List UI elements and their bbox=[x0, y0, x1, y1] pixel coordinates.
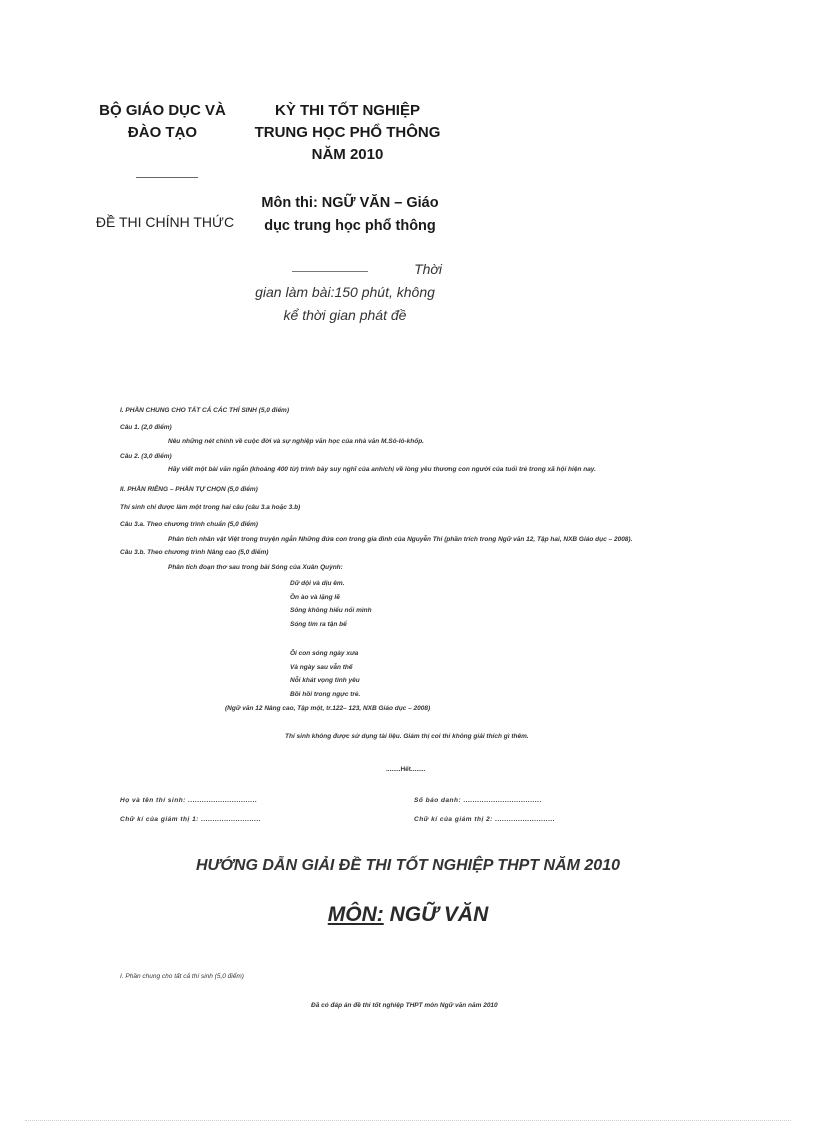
subject-line bbox=[250, 192, 450, 238]
exam-title-line-3: NĂM 2010 bbox=[311, 146, 384, 163]
q3a-label: Câu 3.a. Theo chương trình chuẩn (5,0 điểm) bbox=[120, 521, 258, 528]
poem-stanza-2 bbox=[290, 647, 360, 701]
poem-line: Bồi hồi trong ngực trẻ. bbox=[290, 690, 361, 698]
time-line-3: kể thời gian phát đề bbox=[283, 307, 407, 323]
ministry-line-2: ĐÀO TẠO bbox=[127, 124, 198, 141]
official-exam-label: ĐỀ THI CHÍNH THỨC bbox=[95, 214, 235, 230]
time-limit bbox=[245, 258, 445, 327]
q3a-text: Phân tích nhân vật Việt trong truyện ngắn Những đứa con trong gia đình của Nguyễn Thi (phần trích trong Ngữ văn 12, Tập hai, NXB Giáo dục – 2008). bbox=[168, 536, 633, 543]
time-line-2: gian làm bài:150 phút, không bbox=[255, 284, 435, 300]
poem-stanza-1 bbox=[290, 577, 372, 631]
page-bottom-border bbox=[25, 1120, 791, 1121]
ministry-name bbox=[90, 100, 235, 144]
exam-title-line-2: TRUNG HỌC PHỔ THÔNG bbox=[254, 124, 441, 141]
candidate-name-field: Họ và tên thí sinh: .............................. bbox=[120, 797, 258, 804]
q2-label: Câu 2. (3,0 điểm) bbox=[120, 453, 172, 460]
part1-heading: I. PHẦN CHUNG CHO TẤT CẢ CÁC THÍ SINH (5,0 điểm) bbox=[120, 407, 290, 414]
guide-note: Đã có đáp án đề thi tốt nghiệp THPT môn Ngữ văn năm 2010 bbox=[311, 1002, 498, 1009]
proctor-2-signature: Chữ kí của giám thị 2: .......................... bbox=[414, 816, 556, 823]
exam-title-line-1: KỲ THI TỐT NGHIỆP bbox=[274, 102, 420, 119]
poem-line: Và ngày sau vẫn thế bbox=[290, 663, 353, 671]
guide-subject-value: NGỮ VĂN bbox=[383, 903, 489, 926]
divider-left bbox=[136, 177, 198, 178]
q1-label: Câu 1. (2,0 điểm) bbox=[120, 424, 172, 431]
q3b-label: Câu 3.b. Theo chương trình Nâng cao (5,0 điểm) bbox=[120, 549, 269, 556]
citation: (Ngữ văn 12 Nâng cao, Tập một, tr.122– 123, NXB Giáo dục – 2008) bbox=[225, 705, 431, 712]
poem-line: Dữ dội và dịu êm. bbox=[290, 580, 345, 587]
ministry-line-1: BỘ GIÁO DỤC VÀ bbox=[99, 102, 226, 119]
part2-heading: II. PHẦN RIÊNG – PHẦN TỰ CHỌN (5,0 điểm) bbox=[120, 486, 258, 493]
guide-subject bbox=[200, 903, 616, 927]
guide-part1: I. Phần chung cho tất cả thí sinh (5,0 điểm) bbox=[120, 973, 244, 980]
q2-text: Hãy viết một bài văn ngắn (khoảng 400 từ) trình bày suy nghĩ của anh/chị về lòng yêu thương con người của tuổi trẻ trong xã hội hiện nay. bbox=[168, 466, 596, 473]
choice-note: Thí sinh chỉ được làm một trong hai câu (câu 3.a hoặc 3.b) bbox=[120, 504, 301, 511]
q1-text: Nêu những nét chính về cuộc đời và sự nghiệp văn học của nhà văn M.Sô-lô-khốp. bbox=[168, 438, 424, 445]
poem-line: Ôi con sóng ngày xưa bbox=[290, 650, 359, 657]
proctor-1-signature: Chữ kí của giám thị 1: .......................... bbox=[120, 816, 262, 823]
guide-title: HƯỚNG DẪN GIẢI ĐỀ THI TỐT NGHIỆP THPT NĂM 2010 bbox=[196, 857, 620, 874]
poem-line: Sóng tìm ra tận bể bbox=[290, 620, 347, 628]
poem-line: Ồn ào và lặng lẽ bbox=[290, 593, 340, 601]
poem-line: Nỗi khát vọng tình yêu bbox=[290, 677, 360, 684]
q3b-text: Phân tích đoạn thơ sau trong bài Sóng của Xuân Quỳnh: bbox=[168, 564, 343, 571]
rule-note: Thí sinh không được sử dụng tài liệu. Giám thị coi thi không giải thích gì thêm. bbox=[285, 733, 529, 740]
exam-title bbox=[240, 100, 455, 166]
time-line-1: Thời bbox=[414, 261, 442, 277]
poem-line: Sông không hiểu nổi mình bbox=[290, 607, 372, 614]
end-marker: ........Hết........ bbox=[386, 766, 426, 773]
subject-line-1: Môn thi: NGỮ VĂN – Giáo bbox=[261, 195, 439, 211]
guide-subject-label: MÔN: bbox=[327, 903, 384, 926]
candidate-number-field: Số báo danh: .................................. bbox=[414, 797, 542, 804]
subject-line-2: dục trung học phổ thông bbox=[264, 218, 436, 234]
